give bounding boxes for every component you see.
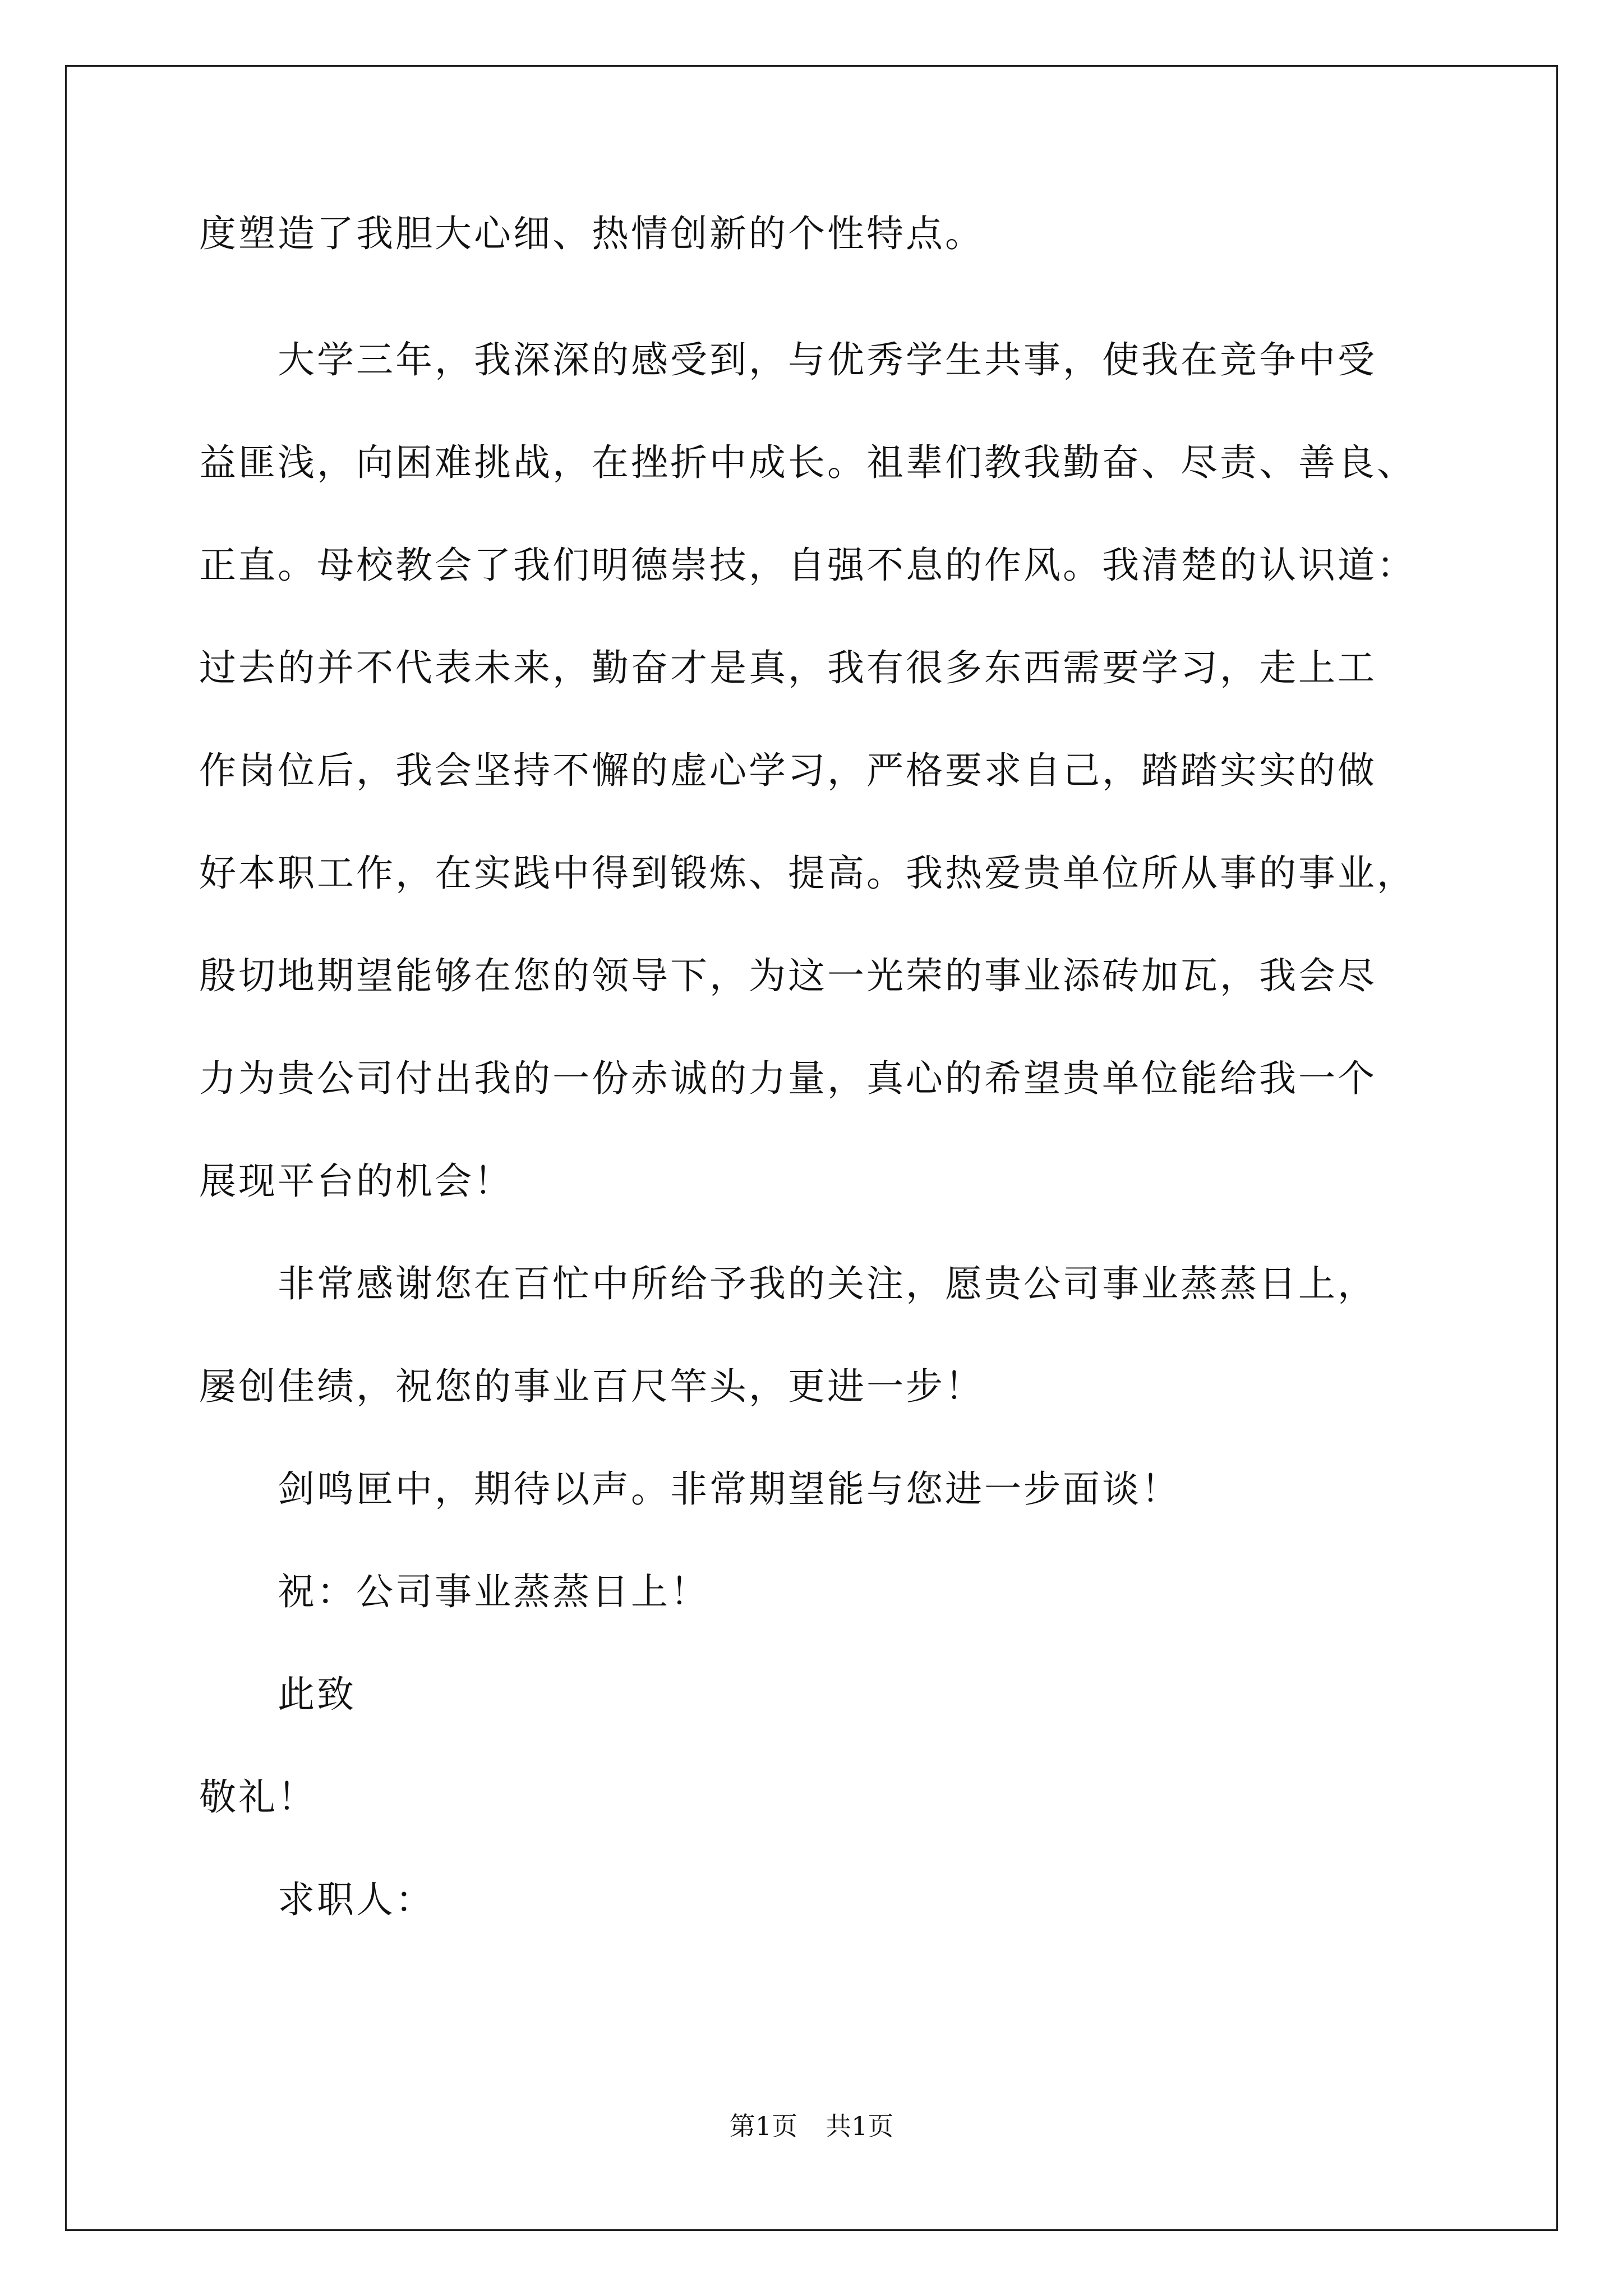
text-line: 正直。母校教会了我们明德崇技，自强不息的作风。我清楚的认识道： [199, 544, 1416, 587]
text-line: 屡创佳绩，祝您的事业百尺竿头，更进一步！ [199, 1365, 984, 1408]
page-footer [0, 2109, 1623, 2143]
text-line: 力为贵公司付出我的一份赤诚的力量，真心的希望贵单位能给我一个 [199, 1057, 1377, 1100]
text-line: 剑鸣匣中，期待以声。非常期望能与您进一步面谈！ [199, 1467, 1181, 1511]
page-total: 共1页 [826, 2111, 894, 2141]
text-line: 求职人： [199, 1878, 435, 1921]
text-line: 度塑造了我胆大心细、热情创新的个性特点。 [199, 212, 984, 255]
text-line: 益匪浅，向困难挑战，在挫折中成长。祖辈们教我勤奋、尽责、善良、 [199, 441, 1416, 484]
text-line: 非常感谢您在百忙中所给予我的关注，愿贵公司事业蒸蒸日上， [199, 1262, 1377, 1305]
text-line: 作岗位后，我会坚持不懈的虚心学习，严格要求自己，踏踏实实的做 [199, 749, 1377, 792]
text-line: 展现平台的机会！ [199, 1159, 513, 1203]
text-line: 大学三年，我深深的感受到，与优秀学生共事，使我在竞争中受 [199, 338, 1377, 381]
text-line: 敬礼！ [199, 1775, 317, 1819]
text-line: 殷切地期望能够在您的领导下，为这一光荣的事业添砖加瓦，我会尽 [199, 954, 1377, 997]
page-number: 第1页 [729, 2111, 797, 2141]
text-line: 好本职工作，在实践中得到锻炼、提高。我热爱贵单位所从事的事业， [199, 852, 1416, 895]
text-line: 祝：公司事业蒸蒸日上！ [199, 1570, 709, 1613]
text-line: 此致 [199, 1673, 356, 1716]
text-line: 过去的并不代表未来，勤奋才是真，我有很多东西需要学习，走上工 [199, 646, 1377, 689]
